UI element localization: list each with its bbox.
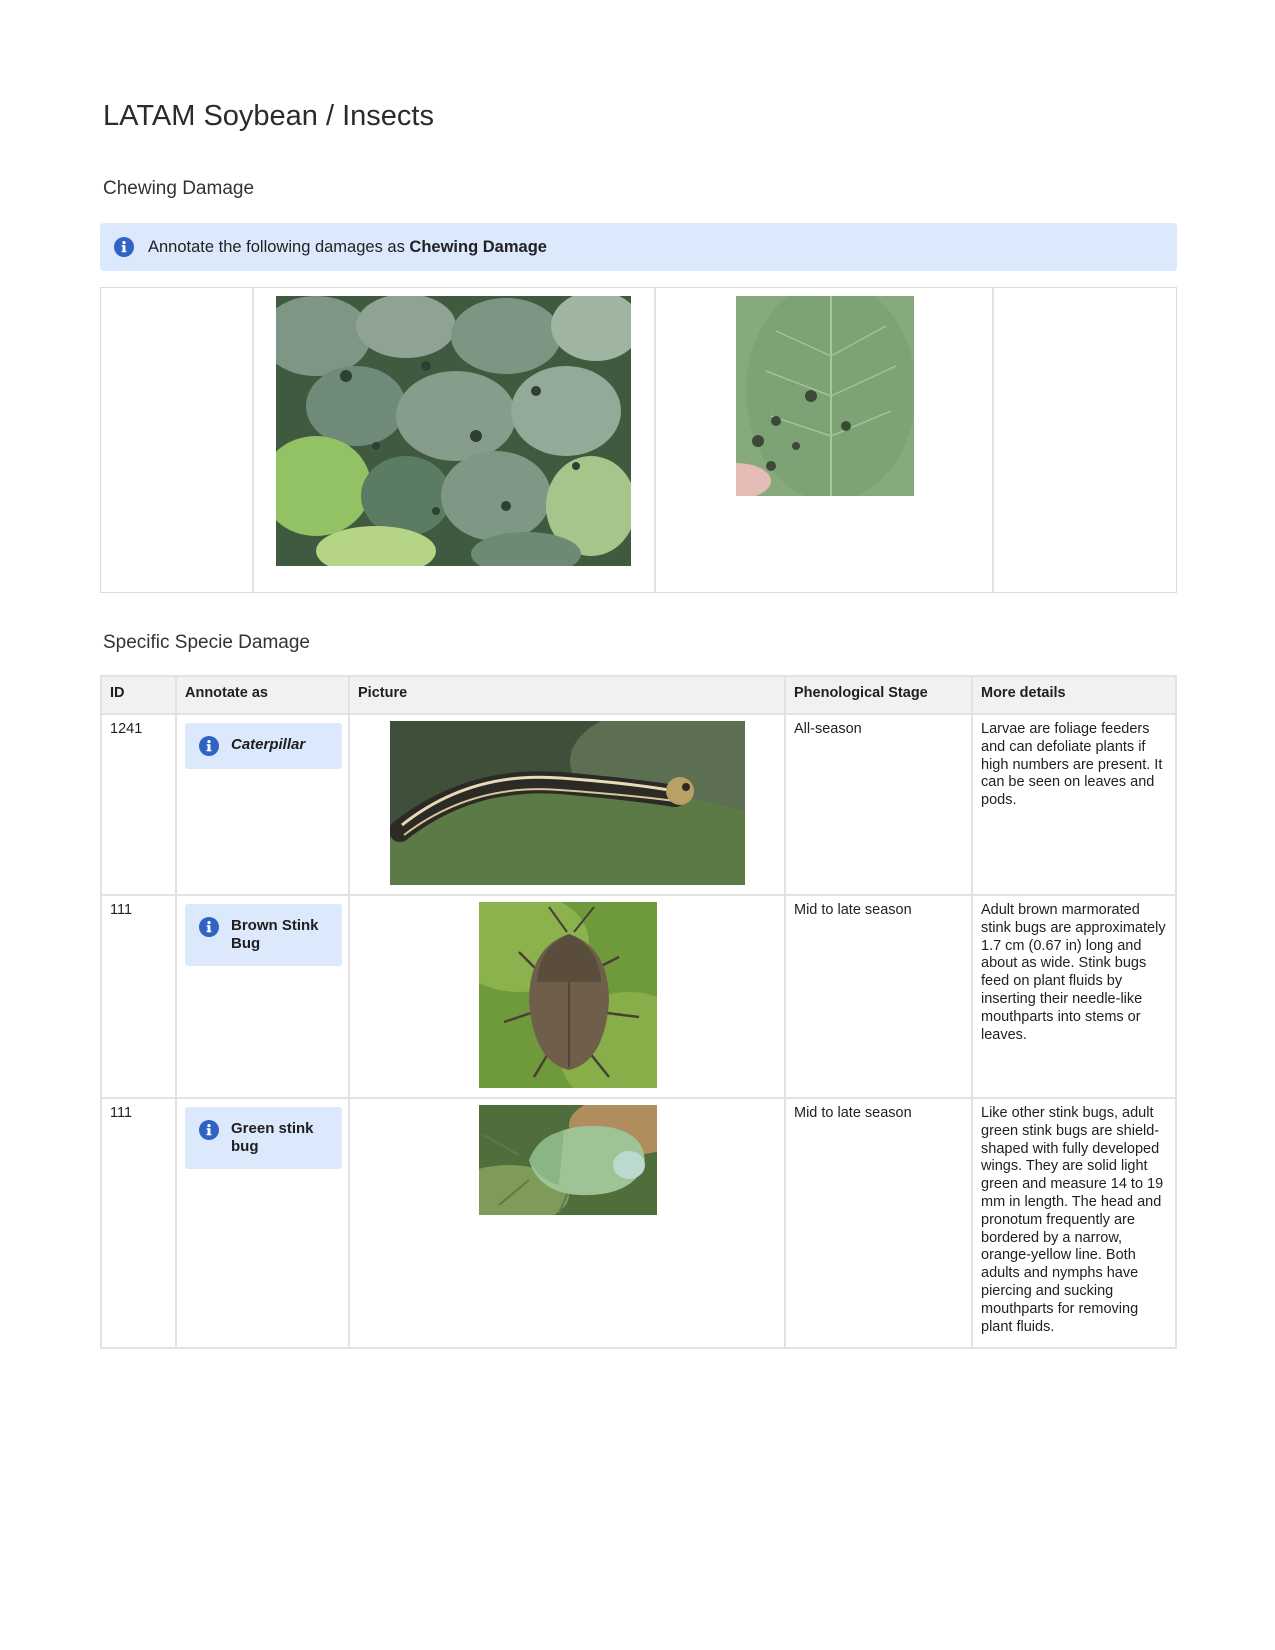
row-phenological-stage: Mid to late season (785, 1098, 972, 1348)
annotation-label-chip: Caterpillar (185, 723, 342, 769)
column-header-phenological-stage: Phenological Stage (785, 676, 972, 714)
row-id: 111 (101, 895, 176, 1098)
row-details: Like other stink bugs, adult green stink bugs are shield-shaped with fully developed wings. They are solid light green and measure 14 to 19 mm in length. The head and pronotum frequently are bordered by a narrow, orange-yellow line. Both adults and nymphs have piercing and sucking mouthparts for removing plant fluids. (972, 1098, 1176, 1348)
soybean-canopy-photo (276, 296, 631, 566)
gallery-cell-photo-1 (254, 288, 656, 592)
page-title: LATAM Soybean / Insects (103, 100, 434, 132)
row-details: Larvae are foliage feeders and can defoliate plants if high numbers are present. It can be seen on leaves and pods. (972, 714, 1176, 895)
section-heading-chewing-damage: Chewing Damage (103, 178, 255, 199)
table-row (101, 895, 1176, 1098)
damaged-leaf-photo (736, 296, 914, 496)
info-icon (114, 237, 134, 257)
brown-stink-bug-photo (479, 902, 657, 1088)
gallery-cell-empty-right (994, 288, 1176, 592)
table-header-row (101, 676, 1176, 714)
column-header-more-details: More details (972, 676, 1176, 714)
row-phenological-stage: All-season (785, 714, 972, 895)
chewing-damage-gallery (100, 287, 1177, 593)
row-annotate-as (176, 895, 349, 1098)
green-stink-bug-photo (479, 1105, 657, 1215)
gallery-cell-empty-left (101, 288, 254, 592)
row-details: Adult brown marmorated stink bugs are approximately 1.7 cm (0.67 in) long and about as wide. Stink bugs feed on plant fluids by inserting their needle-like mouthparts into stems or leaves. (972, 895, 1176, 1098)
banner-emphasis: Chewing Damage (409, 237, 547, 256)
info-icon (199, 736, 219, 756)
info-banner (100, 223, 1177, 271)
gallery-cell-photo-2 (656, 288, 994, 592)
row-annotate-as (176, 1098, 349, 1348)
row-id: 1241 (101, 714, 176, 895)
column-header-picture: Picture (349, 676, 785, 714)
info-icon (199, 917, 219, 937)
info-icon (199, 1120, 219, 1140)
section-heading-specific-specie-damage: Specific Specie Damage (103, 632, 310, 653)
banner-text: Annotate the following damages as Chewing Damage (148, 237, 547, 256)
row-picture (349, 1098, 785, 1348)
row-phenological-stage: Mid to late season (785, 895, 972, 1098)
row-picture (349, 895, 785, 1098)
annotation-label-chip: Brown Stink Bug (185, 904, 342, 966)
row-id: 111 (101, 1098, 176, 1348)
table-row (101, 1098, 1176, 1348)
annotation-label-chip: Green stink bug (185, 1107, 342, 1169)
column-header-annotate-as: Annotate as (176, 676, 349, 714)
row-picture (349, 714, 785, 895)
table-row (101, 714, 1176, 895)
species-table (100, 675, 1177, 1349)
caterpillar-photo (390, 721, 745, 885)
column-header-id: ID (101, 676, 176, 714)
row-annotate-as (176, 714, 349, 895)
